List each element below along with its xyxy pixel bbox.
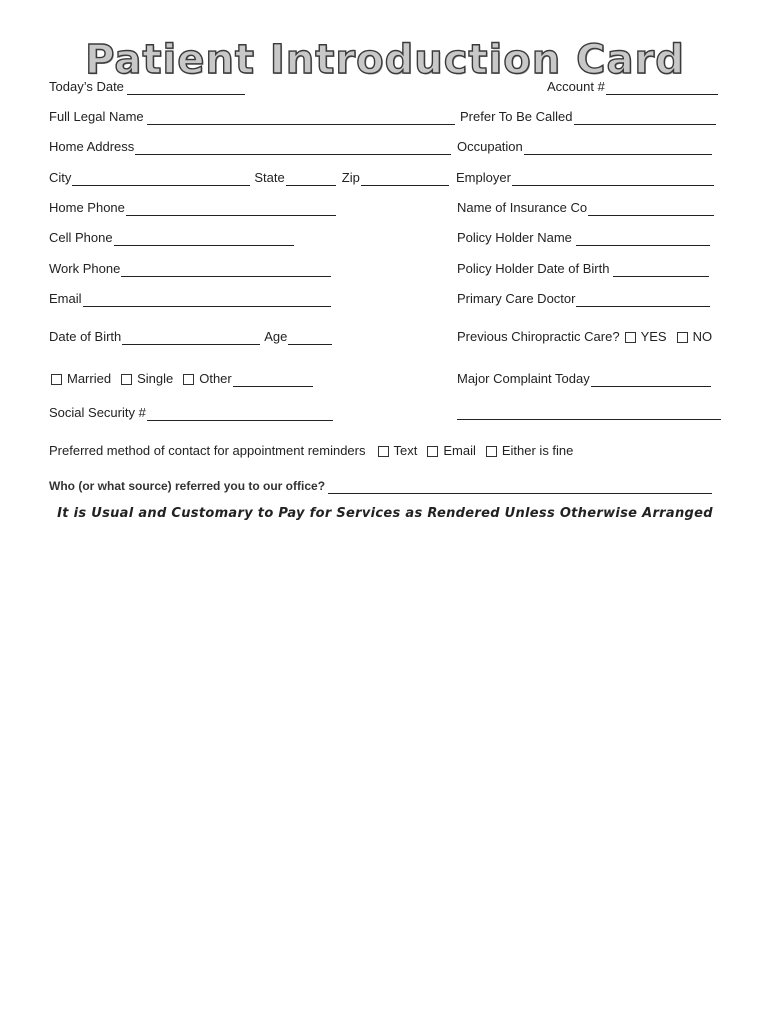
- referral-label: Who (or what source) referred you to our office?: [49, 479, 326, 493]
- occupation-row: [457, 139, 712, 155]
- email-row: [49, 291, 331, 307]
- chiro-no-label: NO: [692, 329, 713, 344]
- todays-date-label: Today’s Date: [49, 79, 124, 94]
- other-option[interactable]: [183, 371, 232, 387]
- major-complaint-row: [457, 371, 711, 387]
- city-label: City: [49, 170, 72, 185]
- payment-notice: It is Usual and Customary to Pay for Services as Rendered Unless Otherwise Arranged: [57, 506, 713, 521]
- married-option[interactable]: [51, 371, 111, 387]
- zip-field[interactable]: [361, 171, 449, 186]
- cell-phone-field[interactable]: [114, 231, 294, 246]
- insurance-co-label: Name of Insurance Co: [457, 200, 588, 215]
- work-phone-label: Work Phone: [49, 261, 121, 276]
- home-phone-label: Home Phone: [49, 200, 125, 215]
- full-name-row: [49, 109, 455, 125]
- form-title: Patient Introduction Card: [85, 37, 685, 83]
- major-complaint-field[interactable]: [591, 372, 711, 387]
- chiro-no-option[interactable]: [677, 329, 713, 345]
- account-field[interactable]: [606, 80, 718, 95]
- prefer-called-field[interactable]: [574, 110, 716, 125]
- ssn-field[interactable]: [147, 406, 333, 421]
- full-name-label: Full Legal Name: [49, 109, 144, 124]
- age-field[interactable]: [288, 330, 332, 345]
- marital-status-row: [51, 371, 313, 387]
- policy-holder-dob-row: [457, 261, 709, 277]
- prefer-called-label: Prefer To Be Called: [460, 109, 573, 124]
- home-address-field[interactable]: [135, 140, 451, 155]
- major-complaint-label: Major Complaint Today: [457, 371, 590, 386]
- full-name-field[interactable]: [147, 110, 455, 125]
- employer-row: [456, 170, 714, 186]
- other-checkbox[interactable]: [183, 374, 194, 385]
- policy-holder-dob-label: Policy Holder Date of Birth: [457, 261, 610, 276]
- contact-email-label: Email: [443, 443, 476, 458]
- occupation-label: Occupation: [457, 139, 523, 154]
- contact-text-checkbox[interactable]: [378, 446, 389, 457]
- major-complaint-field-2[interactable]: [457, 405, 721, 420]
- referral-row: [49, 478, 712, 494]
- todays-date-row: [49, 79, 245, 95]
- email-field[interactable]: [83, 292, 331, 307]
- contact-email-option[interactable]: [427, 443, 476, 459]
- dob-field[interactable]: [122, 330, 260, 345]
- home-phone-field[interactable]: [126, 201, 336, 216]
- dob-label: Date of Birth: [49, 329, 122, 344]
- policy-holder-name-row: [457, 230, 710, 246]
- employer-label: Employer: [456, 170, 511, 185]
- major-complaint-extra-row: [457, 405, 721, 420]
- previous-chiro-label: Previous Chiropractic Care?: [457, 329, 620, 344]
- contact-text-option[interactable]: [378, 443, 418, 459]
- single-label: Single: [137, 371, 174, 386]
- city-field[interactable]: [72, 171, 250, 186]
- home-phone-row: [49, 200, 336, 216]
- referral-field[interactable]: [328, 479, 712, 494]
- insurance-co-field[interactable]: [588, 201, 714, 216]
- single-checkbox[interactable]: [121, 374, 132, 385]
- insurance-co-row: [457, 200, 714, 216]
- email-label: Email: [49, 291, 82, 306]
- state-field[interactable]: [286, 171, 336, 186]
- primary-care-field[interactable]: [576, 292, 710, 307]
- cell-phone-label: Cell Phone: [49, 230, 113, 245]
- account-row: [547, 79, 718, 95]
- zip-label: Zip: [341, 170, 360, 185]
- policy-holder-name-field[interactable]: [576, 231, 710, 246]
- contact-either-label: Either is fine: [501, 443, 574, 458]
- work-phone-row: [49, 261, 331, 277]
- ssn-label: Social Security #: [49, 405, 146, 420]
- married-checkbox[interactable]: [51, 374, 62, 385]
- chiro-yes-checkbox[interactable]: [625, 332, 636, 343]
- policy-holder-name-label: Policy Holder Name: [457, 230, 572, 245]
- other-label: Other: [199, 371, 232, 386]
- contact-text-label: Text: [393, 443, 418, 458]
- contact-either-checkbox[interactable]: [486, 446, 497, 457]
- contact-either-option[interactable]: [486, 443, 574, 459]
- ssn-row: [49, 405, 333, 421]
- other-field[interactable]: [233, 372, 313, 387]
- cell-phone-row: [49, 230, 294, 246]
- account-label: Account #: [547, 79, 605, 94]
- employer-field[interactable]: [512, 171, 714, 186]
- chiro-yes-label: YES: [640, 329, 667, 344]
- chiro-no-checkbox[interactable]: [677, 332, 688, 343]
- contact-pref-row: [49, 443, 583, 459]
- married-label: Married: [67, 371, 112, 386]
- prefer-called-row: [460, 109, 716, 125]
- state-label: State: [254, 170, 285, 185]
- contact-email-checkbox[interactable]: [427, 446, 438, 457]
- single-option[interactable]: [121, 371, 173, 387]
- age-label: Age: [264, 329, 288, 344]
- contact-pref-label: Preferred method of contact for appointment reminders: [49, 443, 366, 458]
- policy-holder-dob-field[interactable]: [613, 262, 709, 277]
- chiro-yes-option[interactable]: [625, 329, 667, 345]
- city-state-zip-row: [49, 170, 449, 186]
- todays-date-field[interactable]: [127, 80, 245, 95]
- dob-age-row: [49, 329, 332, 345]
- occupation-field[interactable]: [524, 140, 712, 155]
- previous-chiro-row: [457, 329, 722, 345]
- primary-care-label: Primary Care Doctor: [457, 291, 576, 306]
- home-address-row: [49, 139, 451, 155]
- work-phone-field[interactable]: [121, 262, 331, 277]
- primary-care-row: [457, 291, 710, 307]
- home-address-label: Home Address: [49, 139, 135, 154]
